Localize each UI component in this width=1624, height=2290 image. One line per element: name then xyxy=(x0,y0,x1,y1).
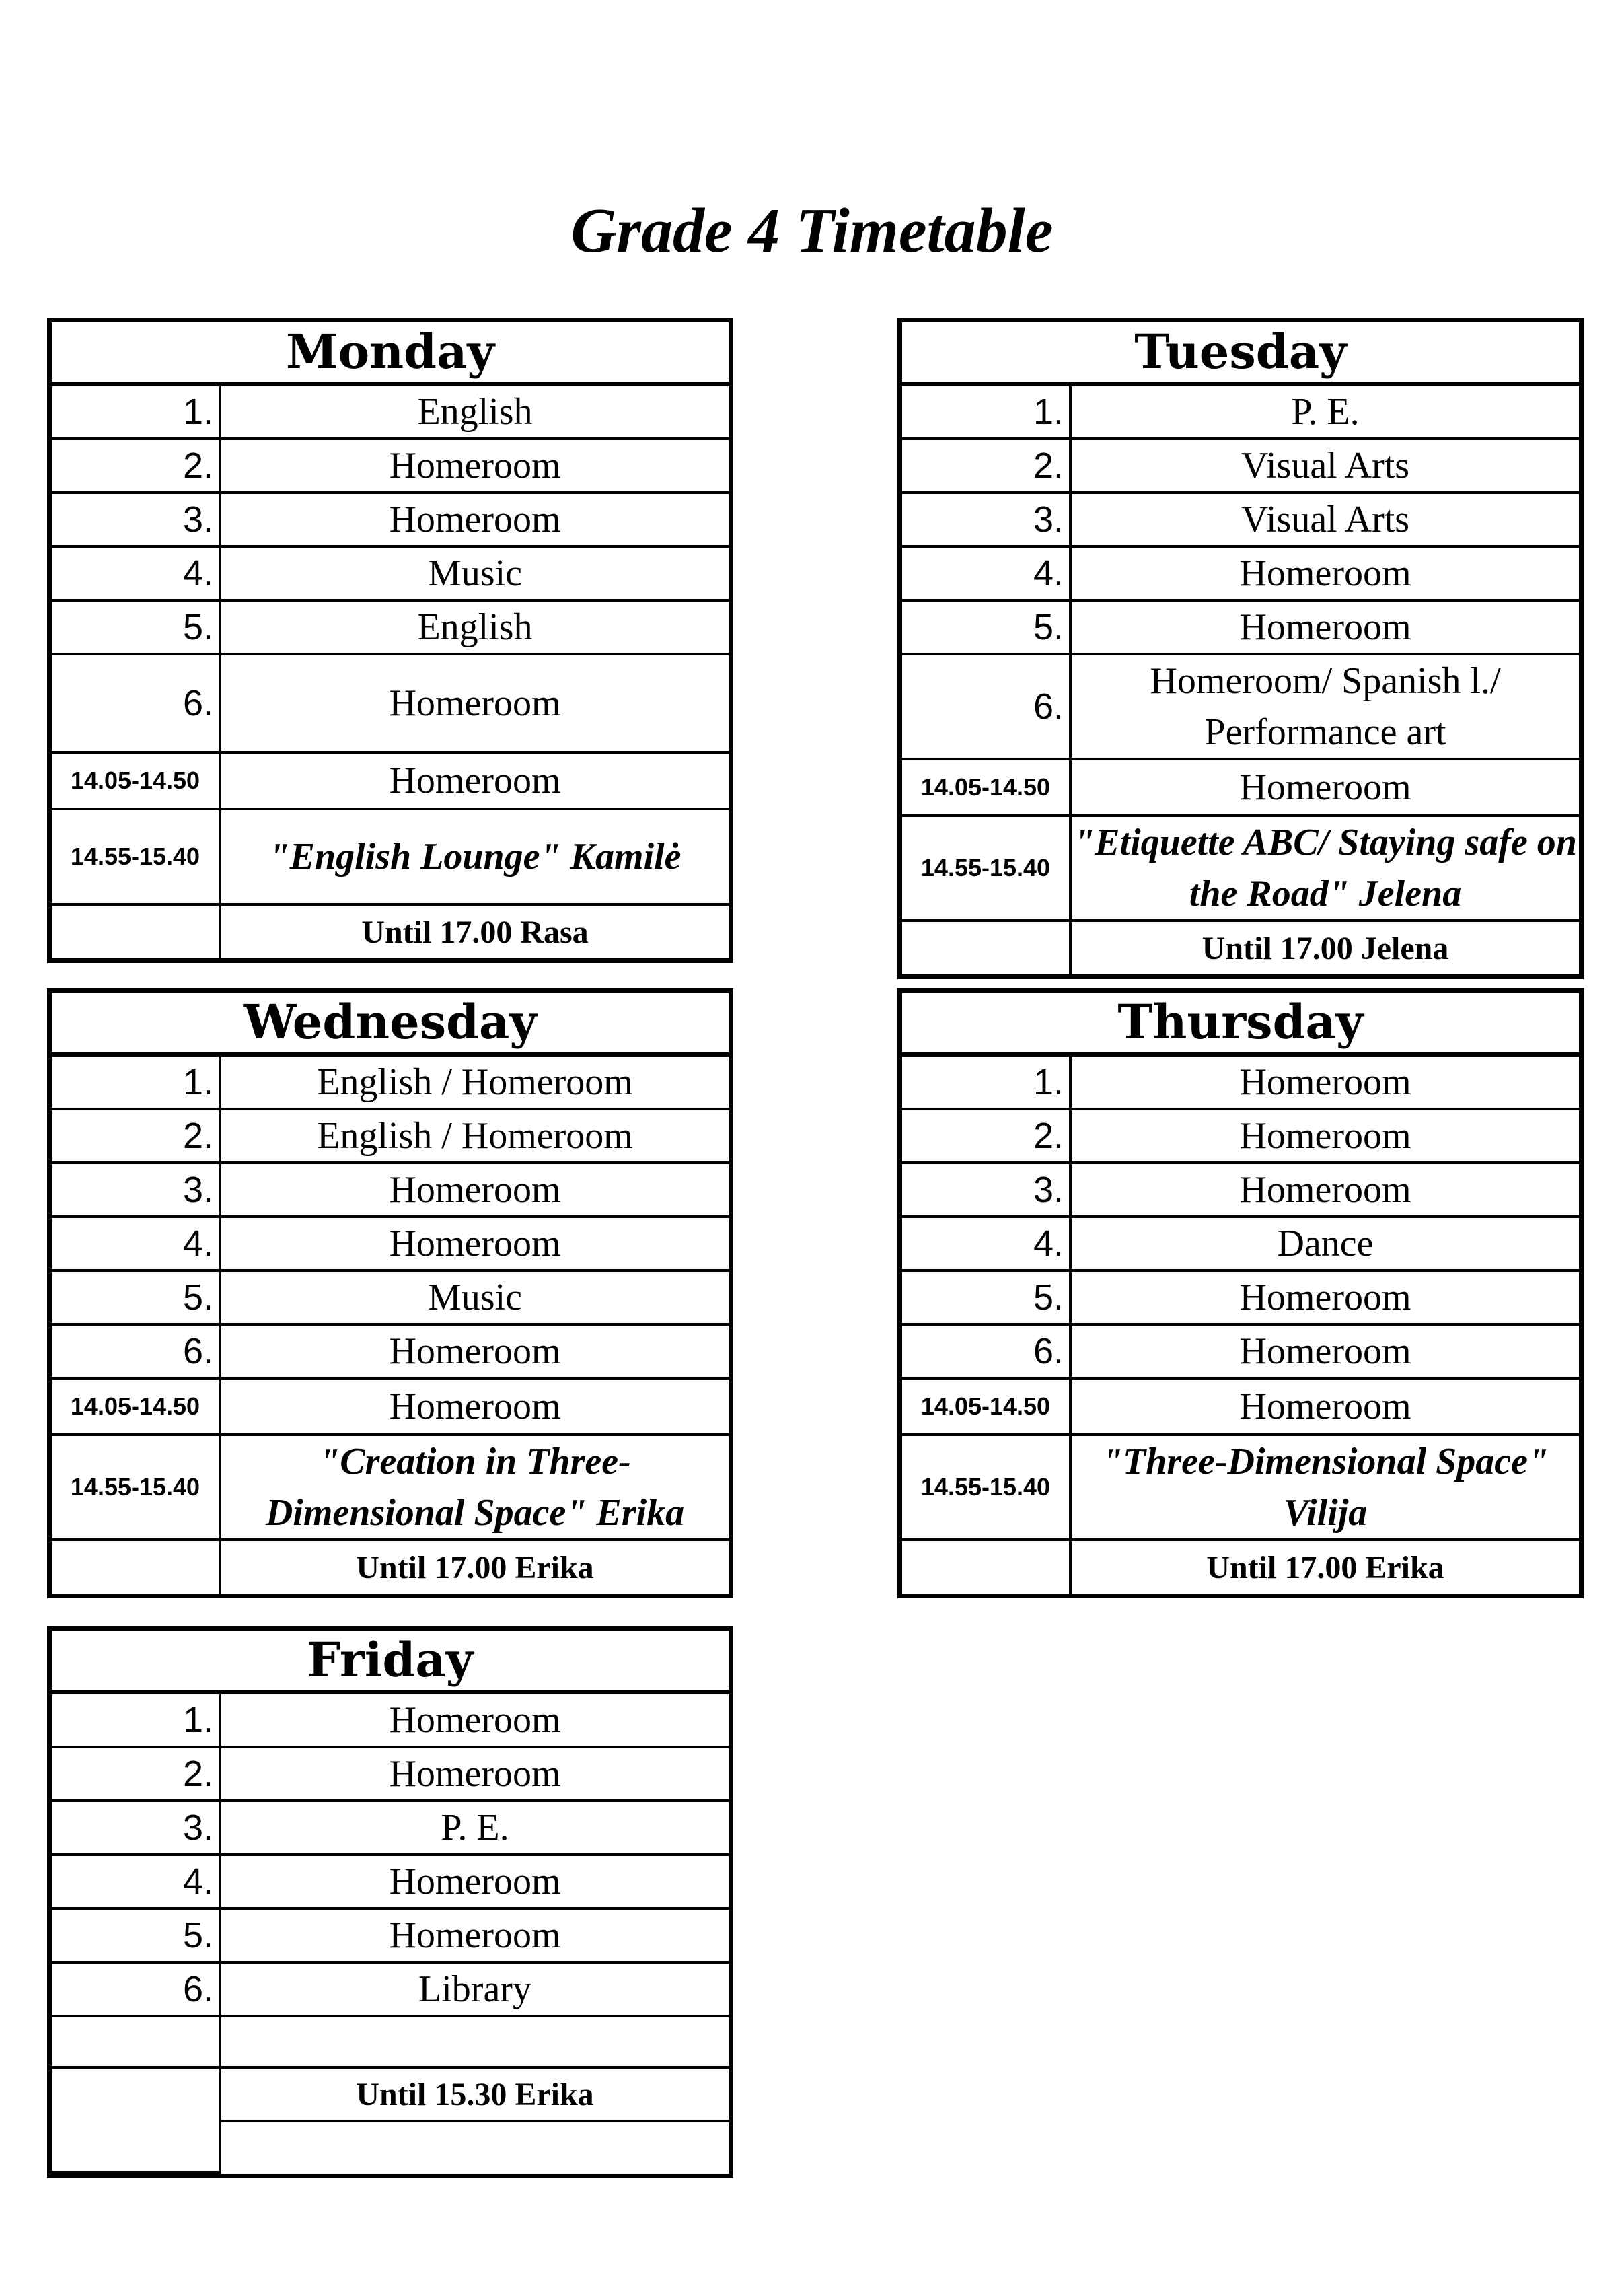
lesson-number: 2. xyxy=(52,439,220,493)
tuesday-table xyxy=(897,318,1584,979)
lesson-number: 2. xyxy=(902,1109,1070,1163)
lesson-subject: Homeroom xyxy=(1070,1324,1579,1378)
empty-cell xyxy=(220,2121,729,2172)
lesson-subject: Music xyxy=(220,1271,729,1324)
empty-cell xyxy=(52,2067,220,2172)
lesson-subject: Homeroom xyxy=(220,1692,729,1748)
lesson-subject: P. E. xyxy=(220,1801,729,1855)
empty-cell xyxy=(52,2016,220,2067)
lesson-number: 1. xyxy=(52,384,220,439)
lesson-number: 5. xyxy=(902,600,1070,654)
lesson-subject: Homeroom xyxy=(220,1217,729,1271)
lesson-subject: Music xyxy=(220,546,729,600)
empty-cell xyxy=(52,1540,220,1594)
lesson-number: 3. xyxy=(902,493,1070,546)
time-slot: 14.05-14.50 xyxy=(52,1378,220,1435)
slot-subject: Homeroom xyxy=(220,752,729,809)
lesson-subject: Homeroom xyxy=(220,1855,729,1908)
time-slot: 14.55-15.40 xyxy=(902,816,1070,921)
lesson-number: 1. xyxy=(902,384,1070,439)
lesson-number: 2. xyxy=(52,1109,220,1163)
lesson-number: 4. xyxy=(52,1855,220,1908)
afterschool-club: "Three-Dimensional Space" Vilija xyxy=(1070,1435,1579,1540)
lesson-number: 2. xyxy=(902,439,1070,493)
afterschool-club: "Creation in Three-Dimensional Space" Erika xyxy=(220,1435,729,1540)
lesson-subject: Homeroom xyxy=(220,1163,729,1217)
afterschool-club: "English Lounge" Kamilė xyxy=(220,809,729,904)
lesson-number: 4. xyxy=(52,546,220,600)
day-heading-friday: Friday xyxy=(52,1631,729,1692)
friday-table xyxy=(47,1626,733,2178)
until-note: Until 17.00 Jelena xyxy=(1070,921,1579,974)
empty-cell xyxy=(902,1540,1070,1594)
slot-subject: Homeroom xyxy=(220,1378,729,1435)
empty-cell xyxy=(220,2016,729,2067)
thursday-table xyxy=(897,988,1584,1598)
day-heading-tuesday: Tuesday xyxy=(902,322,1579,384)
time-slot: 14.05-14.50 xyxy=(902,759,1070,816)
until-note: Until 17.00 Rasa xyxy=(220,904,729,958)
time-slot: 14.05-14.50 xyxy=(902,1378,1070,1435)
lesson-number: 6. xyxy=(52,1962,220,2016)
lesson-subject: Homeroom xyxy=(220,1747,729,1801)
lesson-subject: Homeroom/ Spanish l./ Performance art xyxy=(1070,654,1579,759)
lesson-subject: English / Homeroom xyxy=(220,1054,729,1110)
lesson-subject: Homeroom xyxy=(1070,1109,1579,1163)
lesson-number: 5. xyxy=(52,600,220,654)
lesson-subject: Visual Arts xyxy=(1070,439,1579,493)
lesson-subject: English xyxy=(220,384,729,439)
lesson-number: 6. xyxy=(52,654,220,752)
lesson-subject: Homeroom xyxy=(220,439,729,493)
lesson-subject: English xyxy=(220,600,729,654)
lesson-number: 1. xyxy=(52,1692,220,1748)
lesson-subject: P. E. xyxy=(1070,384,1579,439)
lesson-number: 4. xyxy=(52,1217,220,1271)
time-slot: 14.55-15.40 xyxy=(52,1435,220,1540)
day-heading-monday: Monday xyxy=(52,322,729,384)
until-note: Until 17.00 Erika xyxy=(1070,1540,1579,1594)
lesson-subject: Dance xyxy=(1070,1217,1579,1271)
lesson-number: 2. xyxy=(52,1747,220,1801)
until-note: Until 17.00 Erika xyxy=(220,1540,729,1594)
lesson-number: 3. xyxy=(52,493,220,546)
lesson-number: 6. xyxy=(52,1324,220,1378)
lesson-number: 1. xyxy=(52,1054,220,1110)
lesson-subject: Library xyxy=(220,1962,729,2016)
lesson-subject: Homeroom xyxy=(1070,1163,1579,1217)
lesson-number: 4. xyxy=(902,546,1070,600)
empty-cell xyxy=(52,904,220,958)
lesson-subject: Homeroom xyxy=(1070,546,1579,600)
lesson-number: 5. xyxy=(902,1271,1070,1324)
lesson-subject: Homeroom xyxy=(220,1908,729,1962)
time-slot: 14.55-15.40 xyxy=(52,809,220,904)
lesson-number: 3. xyxy=(902,1163,1070,1217)
day-heading-thursday: Thursday xyxy=(902,993,1579,1054)
lesson-number: 5. xyxy=(52,1271,220,1324)
monday-table xyxy=(47,318,733,963)
afterschool-club: "Etiquette ABC/ Staying safe on the Road" Jelena xyxy=(1070,816,1579,921)
until-note: Until 15.30 Erika xyxy=(220,2067,729,2121)
lesson-subject: Homeroom xyxy=(220,1324,729,1378)
day-heading-wednesday: Wednesday xyxy=(52,993,729,1054)
time-slot: 14.05-14.50 xyxy=(52,752,220,809)
lesson-subject: Homeroom xyxy=(1070,1271,1579,1324)
lesson-subject: Homeroom xyxy=(220,654,729,752)
page-title: Grade 4 Timetable xyxy=(570,196,1054,266)
lesson-subject: Homeroom xyxy=(220,493,729,546)
slot-subject: Homeroom xyxy=(1070,1378,1579,1435)
wednesday-table xyxy=(47,988,733,1598)
lesson-number: 1. xyxy=(902,1054,1070,1110)
lesson-subject: English / Homeroom xyxy=(220,1109,729,1163)
lesson-number: 3. xyxy=(52,1801,220,1855)
empty-cell xyxy=(902,921,1070,974)
slot-subject: Homeroom xyxy=(1070,759,1579,816)
lesson-subject: Homeroom xyxy=(1070,1054,1579,1110)
lesson-number: 4. xyxy=(902,1217,1070,1271)
lesson-number: 3. xyxy=(52,1163,220,1217)
lesson-subject: Visual Arts xyxy=(1070,493,1579,546)
lesson-number: 6. xyxy=(902,1324,1070,1378)
lesson-subject: Homeroom xyxy=(1070,600,1579,654)
lesson-number: 6. xyxy=(902,654,1070,759)
lesson-number: 5. xyxy=(52,1908,220,1962)
time-slot: 14.55-15.40 xyxy=(902,1435,1070,1540)
